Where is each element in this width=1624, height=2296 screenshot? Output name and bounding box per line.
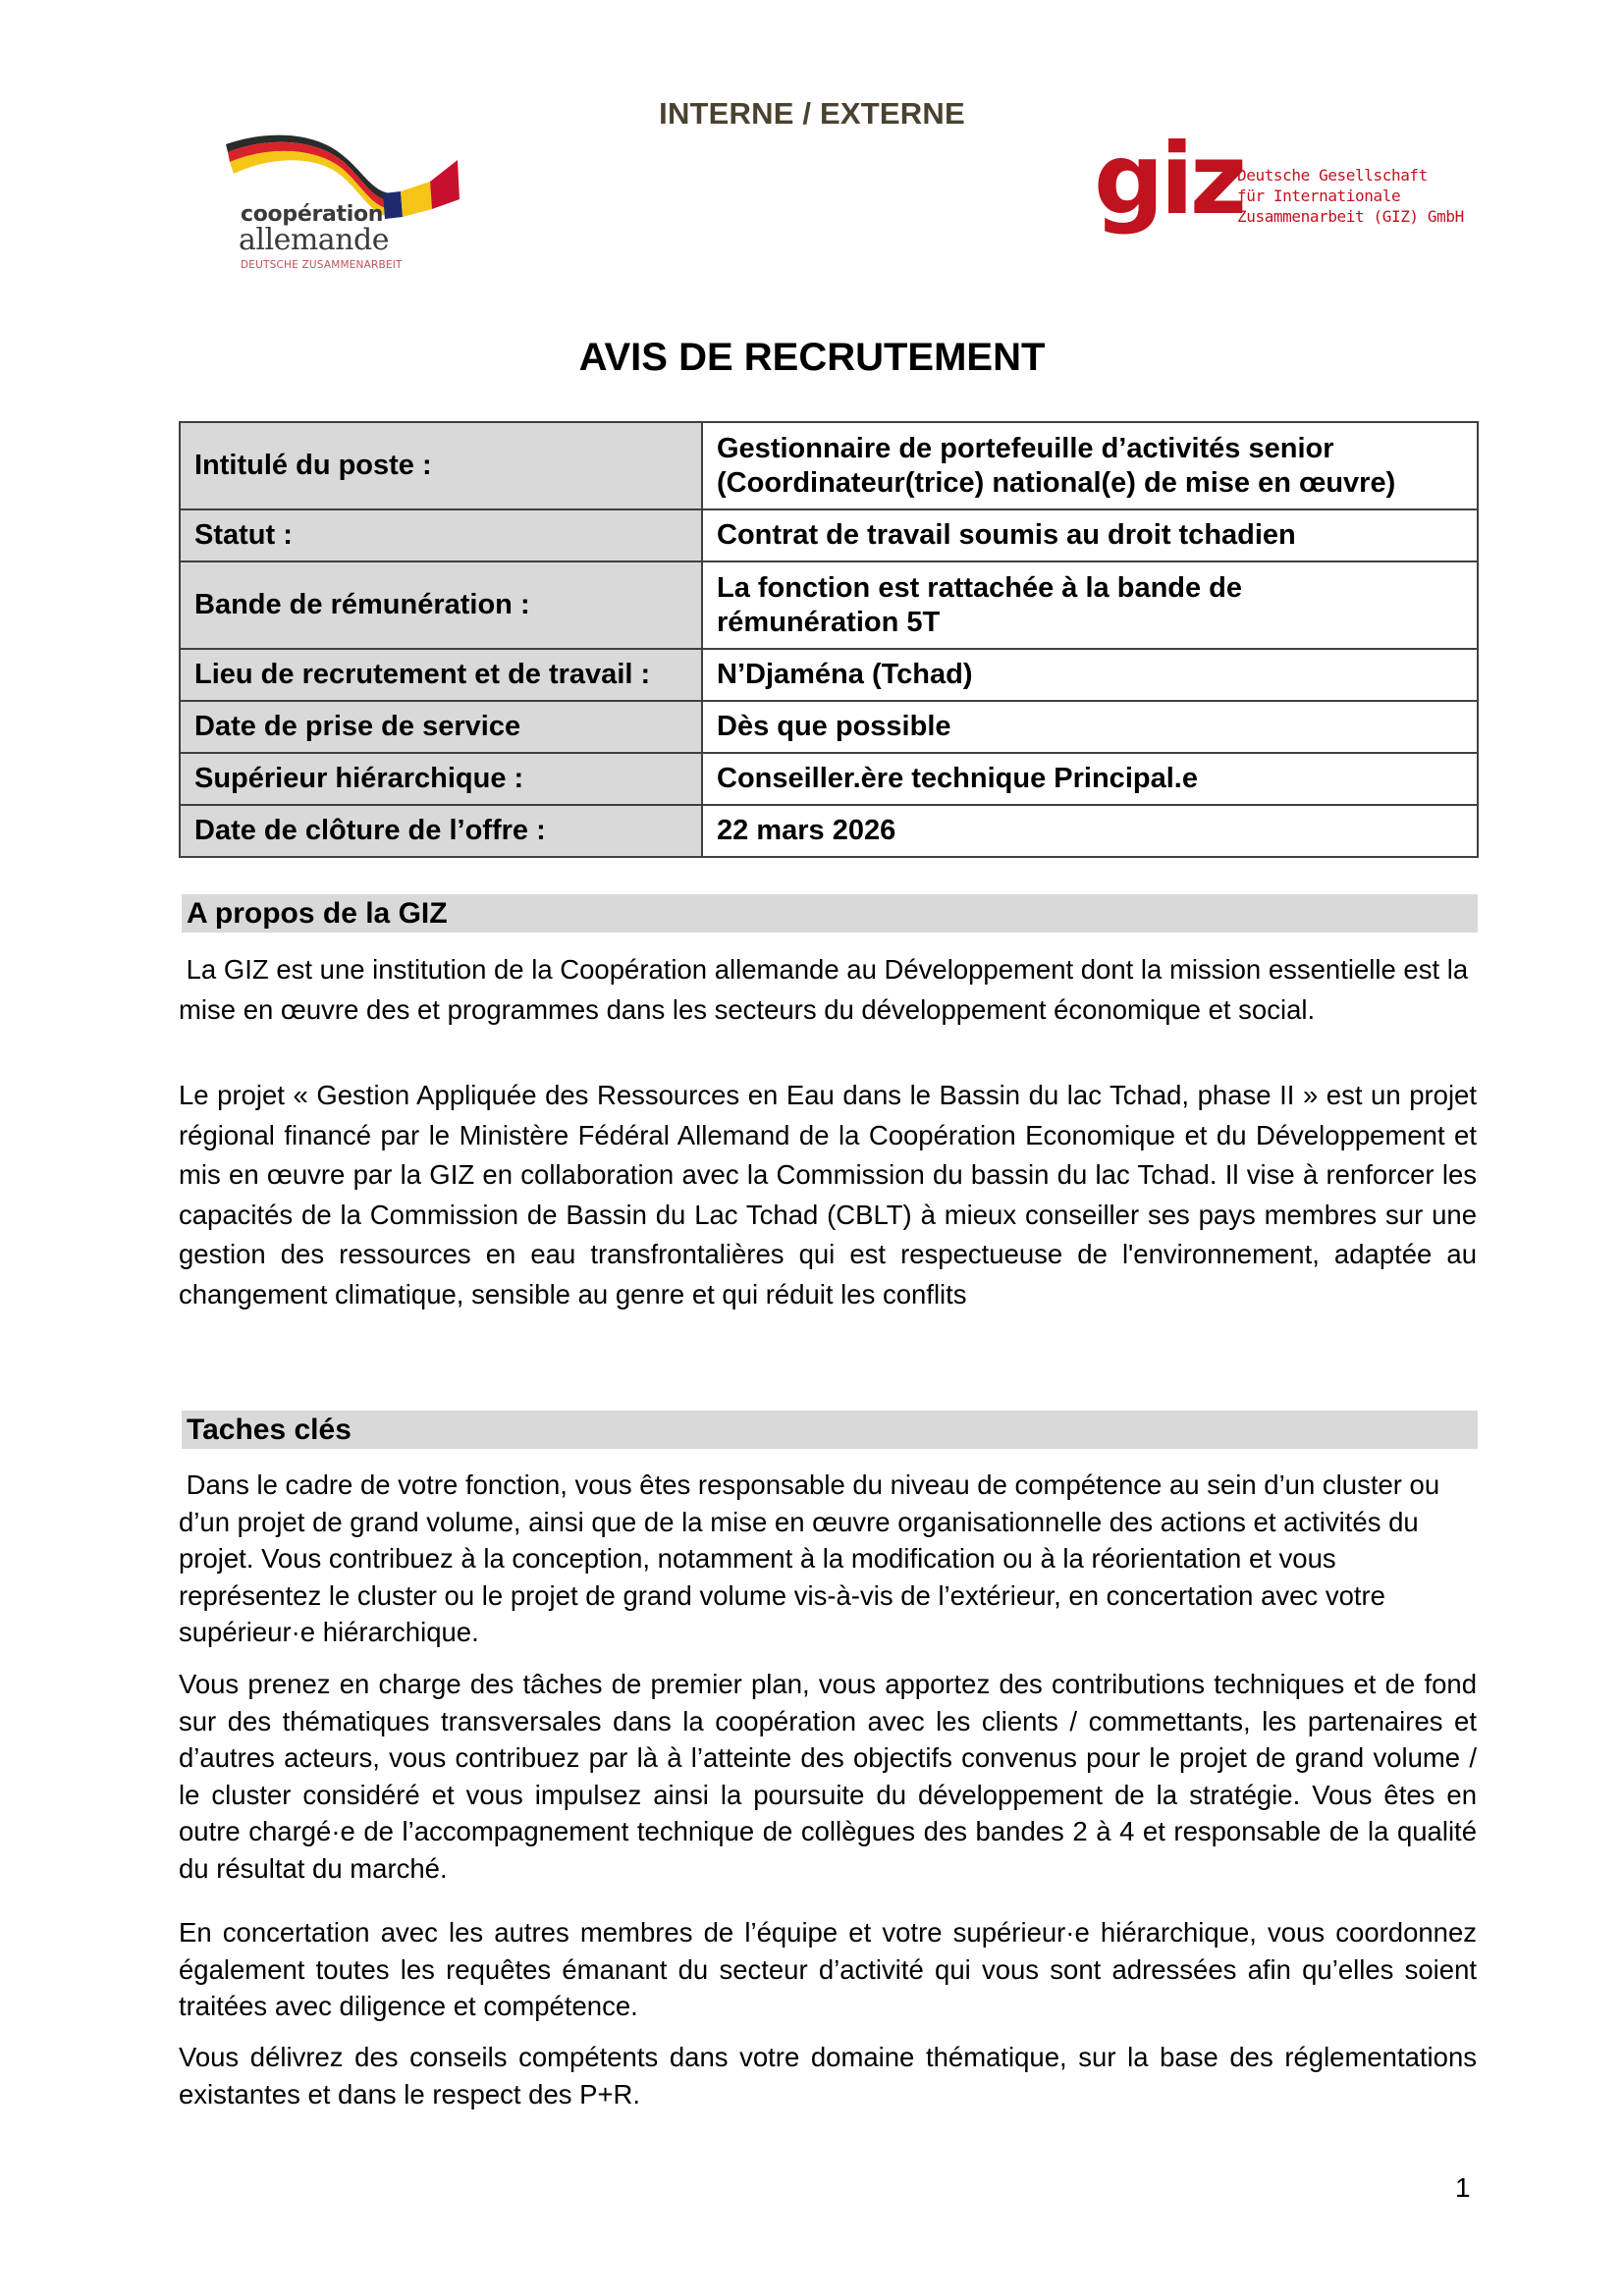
value-line: Contrat de travail soumis au droit tchadien: [717, 519, 1296, 551]
giz-full-name: [1237, 165, 1464, 227]
cooperation-allemande-logo: [226, 133, 471, 280]
table-row: [180, 701, 1478, 753]
logo-text-cooperation: coopération: [241, 202, 384, 227]
section-heading-about: A propos de la GIZ: [182, 894, 1478, 933]
row-value: [702, 422, 1478, 509]
row-label: Lieu de recrutement et de travail :: [180, 649, 702, 701]
value-line: rémunération 5T: [717, 606, 941, 638]
about-paragraph-1: La GIZ est une institution de la Coopération allemande au Développement dont la mission essentielle est la mise en œuvre des et programmes dans les secteurs du développement économique et social.: [179, 954, 1476, 1025]
section-heading-tasks: Taches clés: [182, 1411, 1478, 1449]
giz-name-line-1: Deutsche Gesellschaft: [1237, 166, 1428, 185]
row-value: [702, 805, 1478, 857]
table-row: [180, 509, 1478, 561]
row-value: [702, 649, 1478, 701]
page-title: AVIS DE RECRUTEMENT: [578, 336, 1046, 379]
row-label: Intitulé du poste :: [180, 422, 702, 509]
row-label: Supérieur hiérarchique :: [180, 753, 702, 805]
tasks-paragraph-1: Dans le cadre de votre fonction, vous êtes responsable du niveau de compétence au sein d’un cluster ou d’un projet de grand volume, ainsi que de la mise en œuvre organisationnelle des actions et activités du projet. Vous contribuez à la conception, notamment à la modification ou à la réorientation et vous représentez le cluster ou le projet de grand volume vis-à-vis de l’extérieur, en concertation avec votre supérieur·e hiérarchique.: [179, 1469, 1447, 1647]
value-line: (Coordinateur(trice) national(e) de mise en œuvre): [717, 466, 1396, 499]
row-value: [702, 509, 1478, 561]
row-label: Statut :: [180, 509, 702, 561]
tasks-paragraph-4: Vous délivrez des conseils compétents dans votre domaine thématique, sur la base des réglementations existantes et dans le respect des P+R.: [179, 2042, 1477, 2109]
logo-text-allemande: allemande: [239, 223, 389, 257]
tasks-paragraph-2: Vous prenez en charge des tâches de premier plan, vous apportez des contributions techniques et de fond sur des thématiques transversales dans la coopération avec les clients / commettants, les partenaires et d’autres acteurs, vous contribuez par là à l’atteinte des objectifs convenus pour le projet de grand volume / le cluster considéré et vous impulsez ainsi la poursuite du développement de la stratégie. Vous êtes en outre chargé·e de l’accompagnement technique de collègues des bandes 2 à 4 et responsable de la qualité du résultat du marché.: [179, 1669, 1477, 1884]
giz-name-line-2: für Internationale: [1237, 187, 1401, 205]
table-row: [180, 649, 1478, 701]
row-label: Bande de rémunération :: [180, 561, 702, 649]
tasks-paragraph-3: En concertation avec les autres membres de l’équipe et votre supérieur·e hiérarchique, vous coordonnez également toutes les requêtes émanant du secteur d’activité qui vous sont adressées afin qu’elles soient traitées avec diligence et compétence.: [179, 1917, 1477, 2021]
value-line: Gestionnaire de portefeuille d’activités senior: [717, 432, 1334, 464]
row-value: [702, 701, 1478, 753]
table-row: [180, 753, 1478, 805]
page-number: 1: [1455, 2172, 1471, 2203]
table-row: [180, 422, 1478, 509]
classification-header: INTERNE / EXTERNE: [659, 96, 965, 131]
row-label: Date de prise de service: [180, 701, 702, 753]
value-line: 22 mars 2026: [717, 815, 896, 846]
row-label: Date de clôture de l’offre :: [180, 805, 702, 857]
giz-name-line-3: Zusammenarbeit (GIZ) GmbH: [1237, 207, 1464, 226]
about-paragraph-2: Le projet « Gestion Appliquée des Ressources en Eau dans le Bassin du lac Tchad, phase II » est un projet régional financé par le Ministère Fédéral Allemand de la Coopération Economique et du Développement et mis en œuvre par la GIZ en collaboration avec la Commission du bassin du lac Tchad. Il vise à renforcer les capacités de la Commission de Bassin du Lac Tchad (CBLT) à mieux conseiller ses pays membres sur une gestion des ressources en eau transfrontalières qui est respectueuse de l'environnement, adaptée au changement climatique, sensible au genre et qui réduit les conflits: [179, 1080, 1477, 1309]
job-info-table: [179, 421, 1479, 858]
table-row: [180, 805, 1478, 857]
row-value: [702, 561, 1478, 649]
value-line: Dès que possible: [717, 711, 951, 742]
giz-wordmark: giz: [1094, 122, 1244, 237]
value-line: N’Djaména (Tchad): [717, 659, 973, 690]
logo-text-deutsche-zusammenarbeit: DEUTSCHE ZUSAMMENARBEIT: [241, 259, 403, 271]
table-row: [180, 561, 1478, 649]
row-value: [702, 753, 1478, 805]
value-line: Conseiller.ère technique Principal.e: [717, 763, 1198, 794]
value-line: La fonction est rattachée à la bande de: [717, 571, 1243, 604]
giz-logo: [1094, 122, 1487, 255]
